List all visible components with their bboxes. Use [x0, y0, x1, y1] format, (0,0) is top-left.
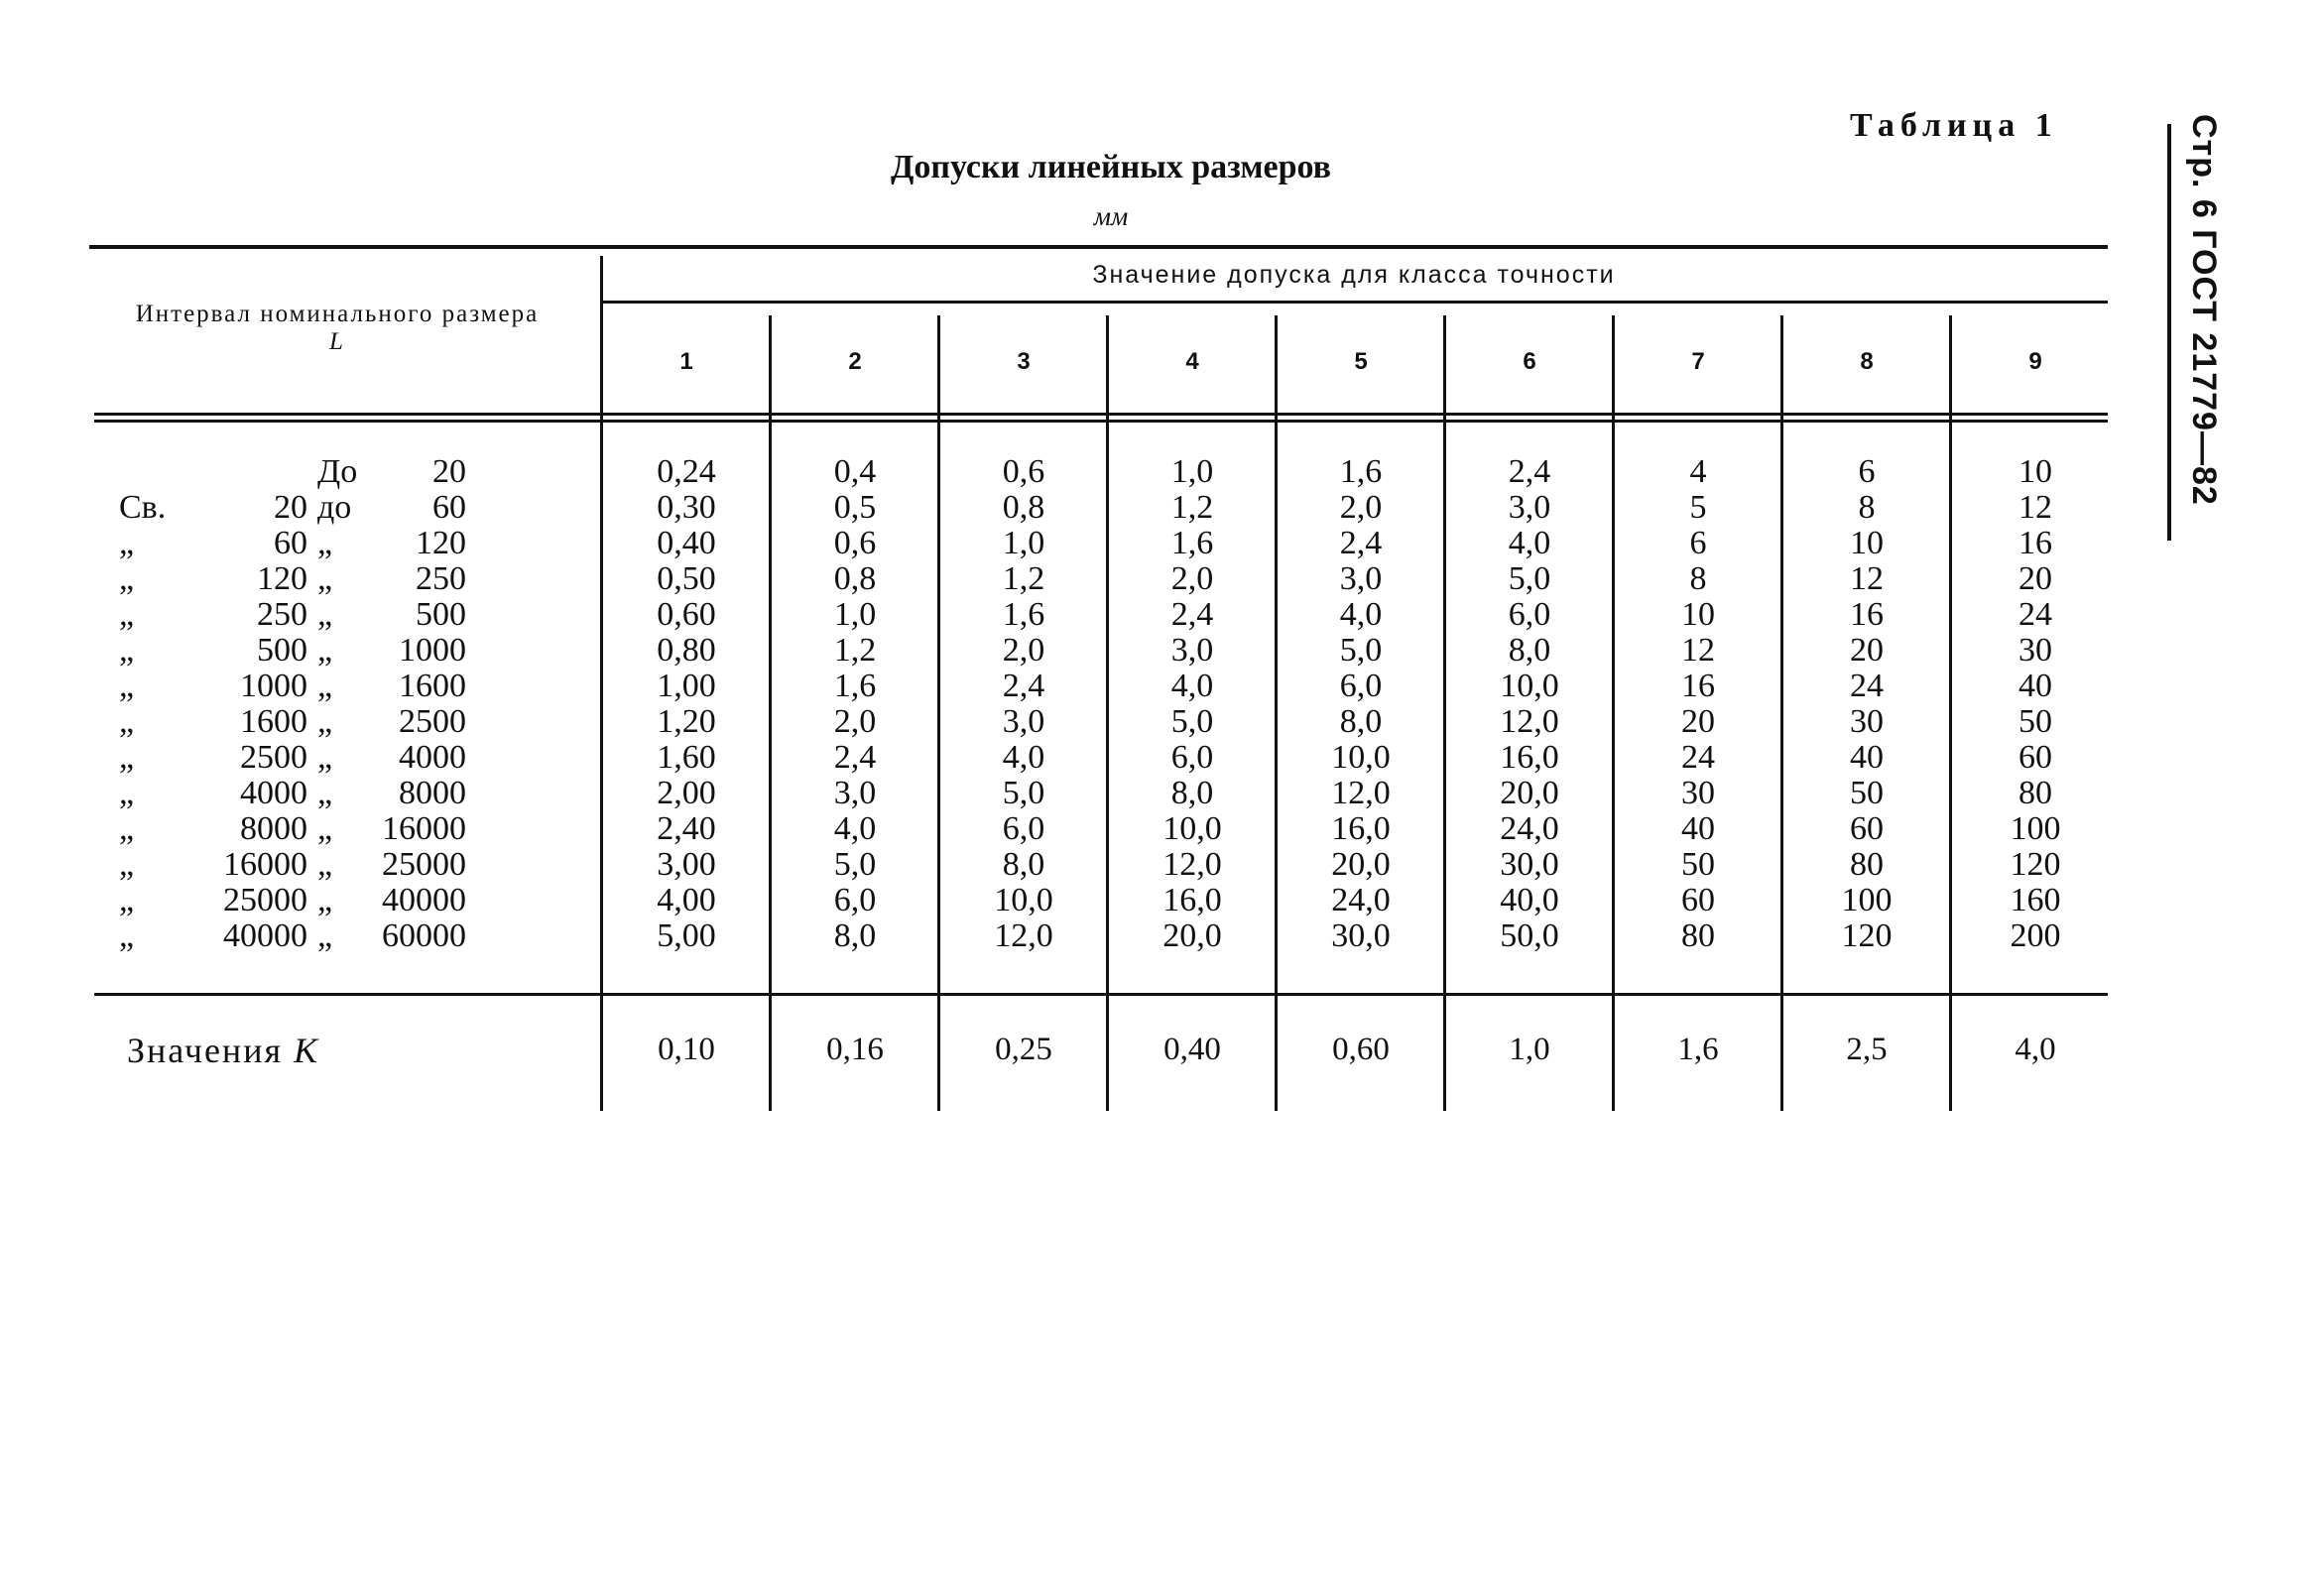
class-header: 8: [1860, 348, 1874, 375]
interval-pre: „: [119, 632, 135, 669]
tolerance-cell: 2,4: [1339, 525, 1383, 561]
interval-row: [119, 704, 476, 740]
tolerance-cell: 10: [1681, 596, 1715, 633]
tolerance-cell: 6,0: [1339, 668, 1383, 704]
interval-sep: „: [317, 632, 333, 669]
interval-from: 1600: [240, 703, 307, 740]
interval-row: [119, 883, 476, 918]
tolerance-cell: 20,0: [1500, 775, 1559, 811]
tolerance-cell: 3,0: [1170, 632, 1214, 669]
tolerance-cell: 24: [2018, 596, 2052, 633]
tolerance-cell: 80: [1850, 846, 1884, 883]
interval-pre: „: [119, 525, 135, 561]
tolerance-cell: 30: [1850, 703, 1884, 740]
interval-pre: „: [119, 703, 135, 740]
interval-sep: „: [317, 596, 333, 633]
tolerance-cell: 60: [2018, 739, 2052, 776]
running-head-text: Стр. 6 ГОСТ 21779—82: [2185, 114, 2223, 506]
tolerance-column: [1782, 454, 1951, 954]
tolerance-cell: 12: [1681, 632, 1715, 669]
tolerance-cell: 1,6: [1170, 525, 1214, 561]
interval-to: 2500: [399, 703, 466, 740]
tolerance-cell: 20: [1681, 703, 1715, 740]
interval-to: 8000: [399, 775, 466, 811]
interval-row: [119, 597, 476, 633]
interval-row: [119, 811, 476, 847]
tolerance-cell: 60: [1681, 882, 1715, 918]
tolerance-cell: 16: [2018, 525, 2052, 561]
interval-sep: „: [317, 560, 333, 597]
tolerance-cell: 12: [1850, 560, 1884, 597]
tolerance-column: [1614, 454, 1782, 954]
tolerance-cell: 1,2: [1002, 560, 1045, 597]
tolerance-cell: 120: [2010, 846, 2061, 883]
header-interval: [89, 301, 585, 356]
tolerance-cell: 20: [2018, 560, 2052, 597]
k-symbol: K: [294, 1031, 320, 1070]
tolerance-cell: 24,0: [1500, 810, 1559, 847]
tolerance-cell: 1,20: [657, 703, 716, 740]
interval-row: [119, 669, 476, 704]
tolerance-cell: 30: [2018, 632, 2052, 669]
tolerance-cell: 5,0: [1170, 703, 1214, 740]
interval-from: 1000: [240, 668, 307, 704]
tolerance-column: [939, 454, 1108, 954]
tolerance-column: [1445, 454, 1614, 954]
tolerance-cell: 10: [1850, 525, 1884, 561]
interval-sep: „: [317, 810, 333, 847]
interval-pre: „: [119, 560, 135, 597]
k-value: 1,0: [1509, 1032, 1550, 1067]
tolerance-column: [602, 454, 771, 954]
tolerance-cell: 8: [1858, 489, 1876, 526]
interval-row: [119, 454, 476, 490]
tolerance-cell: 12,0: [1162, 846, 1222, 883]
interval-from: 4000: [240, 775, 307, 811]
interval-to: 4000: [399, 739, 466, 776]
tolerance-cell: 50,0: [1500, 917, 1559, 954]
tolerance-cell: 5: [1689, 489, 1707, 526]
tolerance-cell: 80: [1681, 917, 1715, 954]
tolerance-cell: 6,0: [1170, 739, 1214, 776]
running-head: [2167, 114, 2227, 541]
tolerance-cell: 1,0: [833, 596, 877, 633]
tolerance-cell: 20: [1850, 632, 1884, 669]
tolerance-column: [771, 454, 939, 954]
tolerance-cell: 24,0: [1331, 882, 1391, 918]
interval-from: 120: [257, 560, 307, 597]
k-value: 0,40: [1163, 1032, 1221, 1067]
k-value: 1,6: [1677, 1032, 1719, 1067]
tolerance-cell: 200: [2010, 917, 2061, 954]
interval-sep: „: [317, 525, 333, 561]
class-header: 4: [1185, 348, 1199, 375]
tolerance-cell: 24: [1850, 668, 1884, 704]
header-tolerance: Значение допуска для класса точности: [1092, 261, 1616, 289]
tolerance-cell: 0,80: [657, 632, 716, 669]
tolerance-cell: 8,0: [1339, 703, 1383, 740]
tolerance-cell: 5,0: [833, 846, 877, 883]
rule-subheader: [600, 301, 2108, 304]
tolerance-cell: 1,2: [833, 632, 877, 669]
tolerance-cell: 10,0: [1162, 810, 1222, 847]
tolerance-cell: 2,4: [833, 739, 877, 776]
interval-row: [119, 847, 476, 883]
interval-from: 25000: [223, 882, 307, 918]
tolerance-cell: 8,0: [1002, 846, 1045, 883]
interval-sep: „: [317, 668, 333, 704]
tolerance-cell: 40: [1681, 810, 1715, 847]
tolerance-cell: 4,0: [1170, 668, 1214, 704]
interval-sep: „: [317, 775, 333, 811]
tolerance-cell: 4: [1689, 453, 1707, 490]
interval-pre: „: [119, 668, 135, 704]
tolerance-cell: 4,0: [833, 810, 877, 847]
class-header: 2: [848, 348, 862, 375]
tolerance-column: [1277, 454, 1445, 954]
interval-row: [119, 740, 476, 776]
tolerance-cell: 4,0: [1002, 739, 1045, 776]
tolerance-cell: 0,24: [657, 453, 716, 490]
k-label-text: Значения: [127, 1031, 284, 1070]
tolerance-cell: 0,50: [657, 560, 716, 597]
tolerance-cell: 3,00: [657, 846, 716, 883]
tolerance-cell: 5,0: [1339, 632, 1383, 669]
tolerance-cell: 2,0: [1002, 632, 1045, 669]
interval-to: 25000: [382, 846, 466, 883]
tolerance-cell: 20,0: [1331, 846, 1391, 883]
tolerance-cell: 1,00: [657, 668, 716, 704]
tolerance-cell: 24: [1681, 739, 1715, 776]
tolerance-cell: 10,0: [1331, 739, 1391, 776]
tolerance-cell: 2,0: [833, 703, 877, 740]
interval-pre: „: [119, 846, 135, 883]
unit-label: мм: [1093, 201, 1129, 231]
interval-to: 16000: [382, 810, 466, 847]
interval-row: [119, 918, 476, 954]
tolerance-cell: 40,0: [1500, 882, 1559, 918]
interval-from: 16000: [223, 846, 307, 883]
tolerance-cell: 3,0: [1508, 489, 1551, 526]
tolerance-cell: 0,60: [657, 596, 716, 633]
interval-to: 40000: [382, 882, 466, 918]
tolerance-cell: 80: [2018, 775, 2052, 811]
tolerance-cell: 16,0: [1162, 882, 1222, 918]
interval-from: 250: [257, 596, 307, 633]
interval-from: 2500: [240, 739, 307, 776]
interval-row: [119, 526, 476, 561]
tolerance-cell: 16,0: [1500, 739, 1559, 776]
tolerance-cell: 50: [1681, 846, 1715, 883]
tolerance-cell: 5,0: [1508, 560, 1551, 597]
tolerance-cell: 4,0: [1339, 596, 1383, 633]
class-header: 9: [2028, 348, 2042, 375]
tolerance-cell: 12,0: [994, 917, 1053, 954]
tolerance-cell: 50: [2018, 703, 2052, 740]
k-value: 0,25: [995, 1032, 1052, 1067]
tolerance-cell: 30,0: [1331, 917, 1391, 954]
tolerance-cell: 6,0: [833, 882, 877, 918]
interval-sep: „: [317, 882, 333, 918]
tolerance-cell: 10,0: [994, 882, 1053, 918]
rule-k-separator: [94, 993, 2108, 996]
tolerance-cell: 5,0: [1002, 775, 1045, 811]
interval-row: [119, 633, 476, 669]
tolerance-cell: 120: [1841, 917, 1893, 954]
tolerance-cell: 2,00: [657, 775, 716, 811]
tolerance-cell: 1,6: [1339, 453, 1383, 490]
interval-to: 1600: [399, 668, 466, 704]
interval-column: [119, 454, 476, 954]
tolerance-cell: 16: [1681, 668, 1715, 704]
interval-from: 40000: [223, 917, 307, 954]
tolerance-cell: 20,0: [1162, 917, 1222, 954]
tolerance-column: [1951, 454, 2120, 954]
tolerance-cell: 1,0: [1002, 525, 1045, 561]
rule-header-bottom-1: [94, 413, 2108, 416]
interval-to: 500: [416, 596, 466, 633]
tolerance-cell: 1,0: [1170, 453, 1214, 490]
k-value: 4,0: [2015, 1032, 2056, 1067]
tolerance-cell: 1,2: [1170, 489, 1214, 526]
table-title: Допуски линейных размеров: [890, 149, 1332, 185]
interval-from: 8000: [240, 810, 307, 847]
tolerance-cell: 12: [2018, 489, 2052, 526]
tolerance-cell: 10: [2018, 453, 2052, 490]
k-value: 0,16: [826, 1032, 884, 1067]
interval-row: [119, 490, 476, 526]
class-header: 6: [1523, 348, 1536, 375]
tolerance-cell: 5,00: [657, 917, 716, 954]
interval-from: 20: [274, 489, 307, 526]
interval-row: [119, 561, 476, 597]
tolerance-cell: 1,60: [657, 739, 716, 776]
interval-to: 250: [416, 560, 466, 597]
k-row-label: [127, 1030, 319, 1071]
interval-pre: „: [119, 810, 135, 847]
tolerance-cell: 4,00: [657, 882, 716, 918]
interval-sep: „: [317, 917, 333, 954]
tolerance-cell: 3,0: [1339, 560, 1383, 597]
tolerance-cell: 50: [1850, 775, 1884, 811]
interval-pre: „: [119, 775, 135, 811]
tolerance-cell: 40: [1850, 739, 1884, 776]
interval-pre: „: [119, 596, 135, 633]
interval-from: 500: [257, 632, 307, 669]
tolerance-cell: 4,0: [1508, 525, 1551, 561]
tolerance-cell: 30,0: [1500, 846, 1559, 883]
tolerance-cell: 16,0: [1331, 810, 1391, 847]
tolerance-cell: 1,6: [833, 668, 877, 704]
interval-from: 60: [274, 525, 307, 561]
tolerance-cell: 2,4: [1170, 596, 1214, 633]
tolerance-cell: 8,0: [1508, 632, 1551, 669]
rule-top: [89, 245, 2108, 249]
tolerance-column: [1108, 454, 1277, 954]
tolerance-cell: 40: [2018, 668, 2052, 704]
tolerance-cell: 0,4: [833, 453, 877, 490]
tolerance-cell: 3,0: [1002, 703, 1045, 740]
interval-sep: до: [317, 489, 352, 526]
interval-to: 120: [416, 525, 466, 561]
tolerance-cell: 8: [1689, 560, 1707, 597]
interval-to: 20: [432, 453, 466, 490]
class-header: 7: [1691, 348, 1705, 375]
k-value: 0,10: [658, 1032, 715, 1067]
interval-to: 60: [432, 489, 466, 526]
interval-sep: „: [317, 703, 333, 740]
tolerance-cell: 100: [1841, 882, 1893, 918]
header-interval-label: Интервал номинального размера: [135, 301, 540, 327]
interval-pre: Св.: [119, 489, 167, 526]
k-value: 2,5: [1846, 1032, 1888, 1067]
tolerance-cell: 6: [1689, 525, 1707, 561]
tolerance-cell: 1,6: [1002, 596, 1045, 633]
tolerance-cell: 2,4: [1508, 453, 1551, 490]
interval-pre: „: [119, 882, 135, 918]
interval-to: 1000: [399, 632, 466, 669]
interval-row: [119, 776, 476, 811]
interval-sep: „: [317, 739, 333, 776]
tolerance-cell: 60: [1850, 810, 1884, 847]
table-label: Таблица 1: [1850, 107, 2058, 144]
tolerance-cell: 0,6: [1002, 453, 1045, 490]
tolerance-cell: 160: [2010, 882, 2061, 918]
tolerance-cell: 2,0: [1170, 560, 1214, 597]
interval-to: 60000: [382, 917, 466, 954]
tolerance-cell: 2,4: [1002, 668, 1045, 704]
tolerance-cell: 12,0: [1331, 775, 1391, 811]
tolerance-cell: 10,0: [1500, 668, 1559, 704]
tolerance-cell: 0,8: [833, 560, 877, 597]
class-header: 5: [1354, 348, 1368, 375]
tolerance-cell: 6: [1858, 453, 1876, 490]
tolerance-cell: 0,8: [1002, 489, 1045, 526]
tolerance-cell: 8,0: [833, 917, 877, 954]
class-header: 3: [1017, 348, 1031, 375]
interval-pre: „: [119, 917, 135, 954]
class-header: 1: [679, 348, 693, 375]
header-interval-symbol: L: [329, 328, 345, 355]
interval-sep: „: [317, 846, 333, 883]
tolerance-cell: 6,0: [1002, 810, 1045, 847]
interval-pre: „: [119, 739, 135, 776]
tolerance-cell: 0,6: [833, 525, 877, 561]
tolerance-cell: 6,0: [1508, 596, 1551, 633]
tolerance-cell: 3,0: [833, 775, 877, 811]
tolerance-cell: 0,5: [833, 489, 877, 526]
tolerance-cell: 2,0: [1339, 489, 1383, 526]
tolerance-cell: 8,0: [1170, 775, 1214, 811]
tolerance-cell: 100: [2010, 810, 2061, 847]
k-value: 0,60: [1332, 1032, 1390, 1067]
tolerance-cell: 12,0: [1500, 703, 1559, 740]
tolerance-cell: 16: [1850, 596, 1884, 633]
tolerance-cell: 0,30: [657, 489, 716, 526]
tolerance-cell: 0,40: [657, 525, 716, 561]
tolerance-cell: 2,40: [657, 810, 716, 847]
rule-header-bottom-2: [94, 420, 2108, 423]
tolerance-cell: 30: [1681, 775, 1715, 811]
interval-sep: До: [317, 453, 358, 490]
